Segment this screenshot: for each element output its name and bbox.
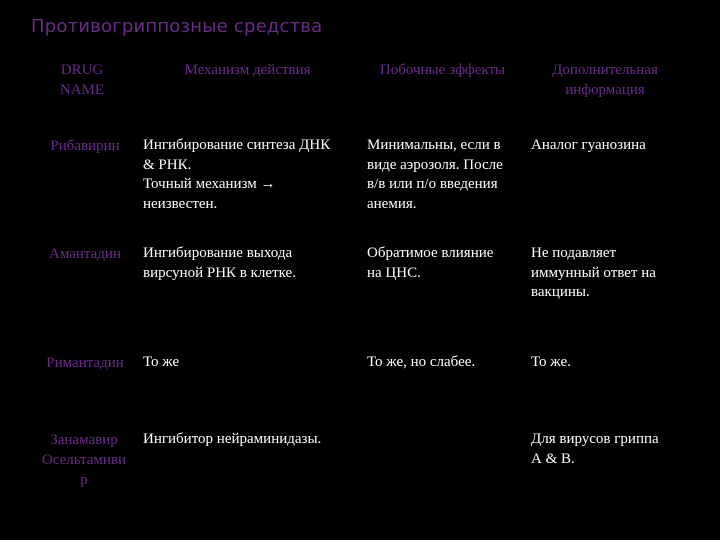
cell-line: вакцины. bbox=[531, 284, 590, 300]
cell-line: Для вирусов гриппа bbox=[531, 431, 659, 447]
header-line: NAME bbox=[59, 82, 105, 98]
table-row-mechanism bbox=[143, 353, 179, 373]
cell-line: Аналог гуанозина bbox=[531, 137, 646, 153]
cell-line: Ингибирование выхода bbox=[143, 245, 293, 261]
cell-line: Не подавляет bbox=[531, 245, 617, 261]
table-row-drug bbox=[40, 136, 130, 156]
cell-line: То же, но слабее. bbox=[367, 354, 476, 370]
cell-line: анемия. bbox=[367, 195, 417, 212]
cell-line: Ингибирование синтеза ДНК bbox=[143, 137, 331, 153]
header-drug-name bbox=[42, 60, 122, 100]
table-row-mechanism bbox=[143, 136, 330, 214]
header-line: информация bbox=[565, 82, 645, 98]
cell-line: в/в или п/о введения bbox=[367, 176, 498, 192]
table-row-side-effects bbox=[367, 244, 493, 283]
table-row-drug bbox=[38, 353, 132, 373]
table-row-additional bbox=[531, 353, 571, 373]
table-row-additional bbox=[531, 136, 646, 156]
cell-line: Точный механизм → bbox=[143, 176, 276, 192]
cell-line: А & В. bbox=[531, 450, 575, 467]
cell-line: Обратимое влияние bbox=[367, 245, 494, 261]
drug-line: Осельтамиви bbox=[41, 452, 127, 468]
header-additional-info bbox=[530, 60, 680, 100]
cell-line: Минимальны, если в bbox=[367, 137, 501, 153]
cell-line: виде аэрозоля. После bbox=[367, 156, 503, 173]
header-line: Побочные эффекты bbox=[379, 62, 506, 78]
drug-line: Рибавирин bbox=[50, 138, 120, 154]
cell-line: & РНК. bbox=[143, 156, 192, 173]
table-row-side-effects bbox=[367, 353, 475, 373]
cell-line: иммунный ответ на bbox=[531, 264, 656, 281]
drug-line: Занамавир bbox=[50, 432, 118, 448]
header-line: Дополнительная bbox=[552, 62, 658, 78]
table-row-mechanism bbox=[143, 244, 296, 283]
table-row-mechanism bbox=[143, 430, 321, 450]
cell-line: вирсуной РНК в клетке. bbox=[143, 264, 296, 281]
drug-line: Амантадин bbox=[49, 246, 121, 262]
table-row-additional bbox=[531, 430, 659, 469]
drug-line: Римантадин bbox=[46, 355, 124, 371]
header-line: DRUG bbox=[60, 62, 104, 78]
cell-line: Ингибитор нейраминидазы. bbox=[143, 431, 322, 447]
page-title: Противогриппозные средства bbox=[31, 16, 323, 37]
drug-line: р bbox=[80, 472, 88, 488]
cell-line: То же. bbox=[531, 354, 571, 370]
table-row-drug bbox=[34, 430, 134, 490]
cell-line: То же bbox=[143, 354, 180, 370]
header-side-effects bbox=[355, 60, 530, 80]
cell-line: неизвестен. bbox=[143, 195, 218, 212]
table-row-side-effects bbox=[367, 136, 503, 214]
table-row-drug bbox=[40, 244, 130, 264]
cell-line: на ЦНС. bbox=[367, 264, 421, 281]
header-mechanism bbox=[150, 60, 345, 80]
header-line: Механизм действия bbox=[184, 62, 311, 78]
table-row-additional bbox=[531, 244, 656, 303]
